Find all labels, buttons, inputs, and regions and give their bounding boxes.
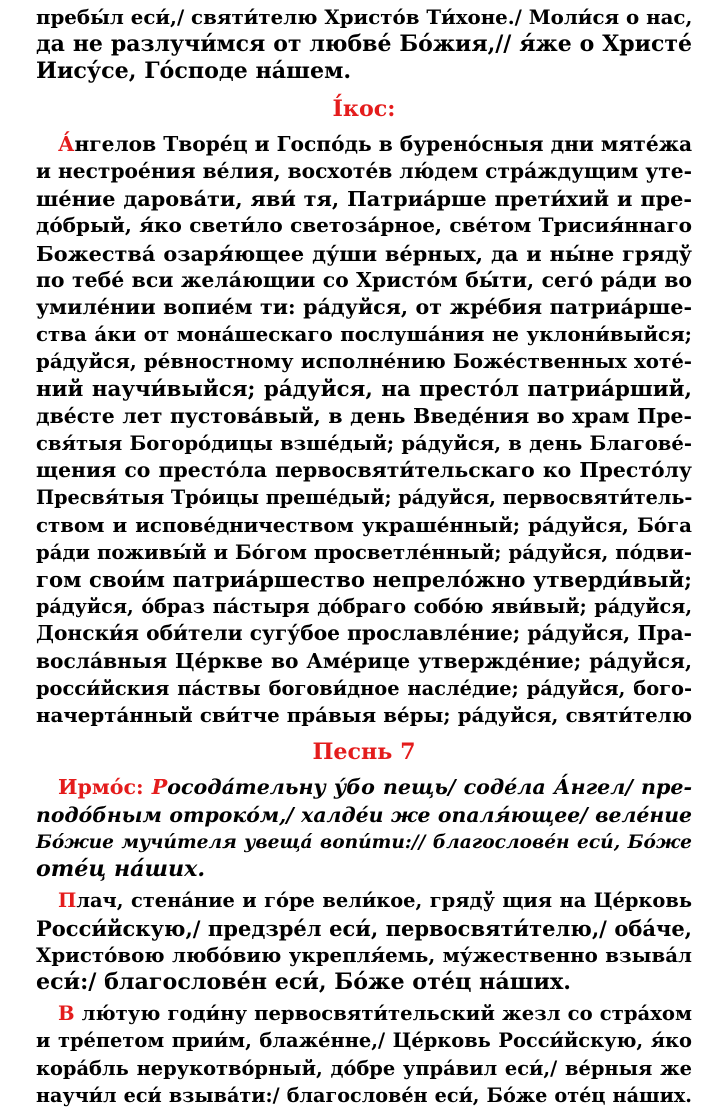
troparion-1 (36, 887, 692, 996)
text-line: ства а́ки от мона́шескаго послуша́ния не уклони́выйся; (36, 322, 692, 347)
text-line: оте́ц на́ших. (36, 856, 206, 883)
text-fragment: осода́тельну у́бо пещь/ соде́ла А́нгел/ пре- (167, 775, 692, 800)
drop-initial: А́ (58, 131, 75, 156)
text-line: и нестрое́ния ве́лия, восхоте́в лю́дем стра́ждущим уте- (36, 159, 692, 184)
text-line: ством и испове́дничеством украше́нный; ра́дуйся, Бо́га (36, 512, 692, 537)
text-line (36, 774, 692, 801)
text-line: Христо́вою любо́вию укрепля́емь, му́жественно взыва́л (36, 942, 692, 967)
text-line: росси́йския па́ствы богови́дное насле́дие; ра́дуйся, бого- (36, 676, 692, 700)
text-fragment: нгелов Творе́ц и Госпо́дь в бурено́сныя дни мяте́жа (74, 131, 693, 156)
text-line: ра́ди поживы́й и Бо́гом просветле́нный; ра́дуйся, по́дви- (36, 540, 692, 564)
text-line: да не разлучи́мся от любве́ Бо́жия,// я́же о Христе́ (36, 31, 692, 58)
text-line: гом свои́м патриа́ршество непрело́жно утверди́вый; (36, 567, 692, 593)
text-line: Иису́се, Го́споде на́шем. (36, 58, 352, 85)
text-line: по тебе́ вси жела́ющии со Христо́м бы́ти, сего́ ра́ди во (36, 267, 692, 292)
text-line: щения со престо́ла первосвяти́тельскаго ко Престо́лу (36, 458, 692, 483)
text-line: еси́:/ благослове́н еси́, Бо́же оте́ц на́ших. (36, 968, 571, 995)
text-line: ра́дуйся, о́браз па́стыря до́браго собо́ю яви́вый; ра́дуйся, (36, 595, 692, 619)
text-line: ний научи́выйся; ра́дуйся, на престо́л патриа́рший, (36, 376, 692, 402)
text-line: восла́вныя Це́ркве во Аме́рице утвержде́ние; ра́дуйся, (36, 648, 692, 673)
ikos-text (36, 131, 692, 729)
troparion-2 (36, 1000, 692, 1109)
text-line: Донски́я оби́тели сугу́бое прославле́ние; ра́дуйся, Пра- (36, 621, 692, 646)
irmos-label: Ирмо́с: (58, 775, 144, 800)
text-line: ра́дуйся, ре́вностному исполне́нию Боже́ственных хоте́- (36, 349, 692, 374)
text-line (36, 131, 692, 158)
text-line: начерта́нный сви́тче пра́выя ве́ры; ра́дуйся, святи́телю (36, 703, 692, 728)
text-line: до́брый, я́ко свети́ло светоза́рное, све́том Трисия́ннаго (36, 213, 692, 238)
song7-heading: Песнь 7 (312, 739, 416, 766)
text-line (36, 1000, 692, 1027)
text-fragment: лач, стена́ние и го́ре вели́кое, грядў щия на Це́рковь (76, 889, 692, 913)
text-line: Росси́йскую,/ предзре́л еси́, первосвяти́телю,/ оба́че, (36, 915, 692, 941)
drop-initial: В (58, 1002, 75, 1026)
text-fragment: лю́тую годи́ну первосвяти́тельский жезл со стра́хом (74, 1002, 692, 1026)
text-line: подо́бным отроко́м,/ халде́и же опаля́ющее/ веле́ние (36, 802, 692, 827)
text-line: Божества́ озаря́ющее ду́ши ве́рных, да и ны́не грядў (36, 240, 692, 266)
text-line: ше́ние дарова́ти, яви́ тя, Патриа́рше прети́хий и пре- (36, 186, 692, 212)
text-line: пребы́л еси́,/ святи́телю Христо́в Ти́хоне./ Моли́ся о нас, (36, 5, 693, 29)
text-line: научи́л еси́ взыва́ти:/ благослове́н еси́, Бо́же оте́ц на́ших. (36, 1083, 692, 1107)
drop-initial: П (58, 889, 77, 913)
text-line: и тре́петом прии́м, блаже́нне,/ Це́рковь Росси́йскую, я́ко (36, 1029, 692, 1053)
ikos-heading: І́кос: (332, 95, 396, 122)
text-line: Бо́жие мучи́теля увеща́ вопи́ти:// благослове́н еси́, Бо́же (36, 831, 692, 853)
text-line: умиле́нии вопие́м ти: ра́дуйся, от жре́бия патриа́рше- (36, 295, 692, 320)
text-line: свя́тыя Богоро́дицы взше́дый; ра́дуйся, в день Благове́- (36, 432, 692, 456)
text-line: кора́бль нерукотво́рный, до́бре упра́вил еси́,/ ве́рныя же (36, 1056, 692, 1080)
text-line (36, 887, 692, 914)
irmos (36, 774, 692, 883)
text-line: две́сте лет пустова́вый, в день Введе́ния во храм Пре- (36, 403, 692, 428)
drop-initial: Р (151, 775, 168, 800)
text-line: Пресвя́тыя Тро́ицы преше́дый; ра́дуйся, первосвяти́тель- (36, 486, 693, 510)
kontakion-end (36, 4, 692, 86)
